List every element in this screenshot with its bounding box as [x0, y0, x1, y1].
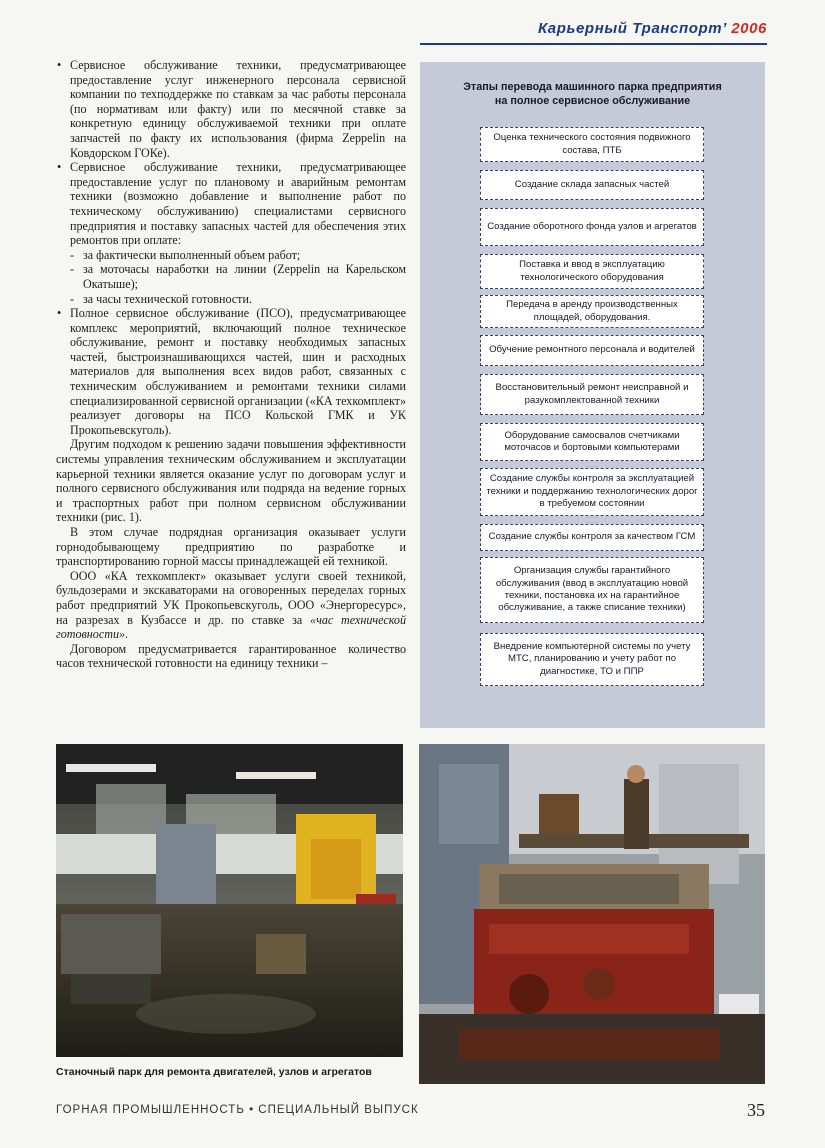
dash-item: [56, 292, 406, 307]
magazine-header: [538, 20, 767, 37]
paragraph: Другим подходом к решению задачи повышения эффективности системы управления техническим обслуживанием и эксплуатации карьерной техники является оказание услуг по договорам услуг и полного сервисного обслуживания или подряда на ведение горных и траспортных работ при полном сервисном обслуживании техники (рис. 1).: [56, 437, 406, 525]
footer-publication: ГОРНАЯ ПРОМЫШЛЕННОСТЬ • СПЕЦИАЛЬНЫЙ ВЫПУСК: [56, 1104, 419, 1116]
stage-box: Создание службы контроля за качеством ГСМ: [480, 524, 704, 551]
panel-title: [420, 80, 765, 108]
paragraph: В этом случае подрядная организация оказывает услуги горнодобывающему предприятию по разработке и транспортированию горной массы принадлежащей ей техникой.: [56, 525, 406, 569]
dash-item: [56, 262, 406, 291]
paragraph-text: ООО «КА техкомплект» оказывает услуги своей техникой, бульдозерами и экскаваторами на оговоренных переделах горных работ предприятий УК Прокопьевскуголь, ООО «Энергоресурс», на разрезах в Кузбассе и др. по ставке за: [56, 568, 406, 627]
workshop-photo: [56, 744, 403, 1057]
photo-caption: Станочный парк для ремонта двигателей, узлов и агрегатов: [56, 1066, 372, 1078]
bullet-item: [56, 58, 406, 160]
stage-box: Оборудование самосвалов счетчиками моточасов и бортовыми компьютерами: [480, 423, 704, 461]
paragraph-text-end: .: [125, 627, 129, 642]
stage-box: Создание службы контроля за эксплуатацией техники и поддержанию технологических дорог в требуемом состоянии: [480, 468, 704, 516]
header-year: 2006: [731, 20, 767, 37]
header-title: Карьерный Транспорт’: [537, 20, 727, 37]
paragraph: Договором предусматривается гарантированное количество часов технической готовности на единицу техники –: [56, 641, 406, 671]
bullet-item: [56, 306, 406, 437]
dash-text: за фактически выполненный объем работ;: [83, 247, 301, 262]
bullet-dot: •: [57, 306, 62, 321]
dash-text: за моточасы наработки на линии (Zeppelin на Карельском Окатыше);: [83, 262, 406, 291]
header-rule: [420, 43, 767, 45]
stage-box: Поставка и ввод в эксплуатацию технологического оборудования: [480, 254, 704, 289]
stage-box: Внедрение компьютерной системы по учету МТС, планированию и учету работ по диагностике, ТО и ППР: [480, 633, 704, 686]
engine-repair-photo: [419, 744, 765, 1084]
paragraph: [56, 569, 406, 642]
stages-panel: [420, 62, 765, 728]
dash-mark: -: [70, 262, 75, 277]
page-number: 35: [747, 1100, 765, 1120]
panel-title-line2: на полное сервисное обслуживание: [494, 95, 691, 107]
stage-box: Оценка технического состояния подвижного состава, ПТБ: [480, 127, 704, 162]
stage-box: Создание оборотного фонда узлов и агрегатов: [480, 208, 704, 246]
stage-box: Создание склада запасных частей: [480, 170, 704, 200]
stage-box: Передача в аренду производственных площадей, оборудования.: [480, 295, 704, 328]
article-text-column: [56, 58, 406, 671]
dash-mark: -: [70, 247, 75, 262]
bullet-text: Сервисное обслуживание техники, предусматривающее предоставление услуг инженерного персонала сервисной компании по техподдержке по ставкам за час работы персонала (по нормативам или факту) или по месячной ставке за конкретную единицу обслуживаемой техники при оплате запчастей по факту их использования (фирма Zeppelin на Ковдорском ГОКе).: [70, 58, 406, 160]
bullet-text: Полное сервисное обслуживание (ПСО), предусматривающее комплекс мероприятий, включающий полное техническое обслуживание, ремонт и поставку необходимых запасных частей, быстроизнашивающихся частей, шин и расходных материалов для выполнения всех видов работ, связанных с техническим обслуживанием и ремонтами техники силами специализированной сервисной организации («КА техкомплект» реализует договоры на ПСО Кольской ГМК и УК Прокопьевскуголь).: [70, 306, 406, 437]
bullet-text: Сервисное обслуживание техники, предусматривающее предоставление услуг по плановому и аварийным ремонтам техники (возможно добавление и выполнение работ по техническому обслуживанию) специалистами сервисного предприятия и поставку запасных частей для обеспечения этих ремонтов при оплате:: [70, 160, 406, 248]
italic-phrase: «час технической готовности»: [56, 612, 407, 642]
panel-title-line1: Этапы перевода машинного парка предприятия: [463, 81, 722, 93]
dash-item: [56, 248, 406, 263]
stage-box: Восстановительный ремонт неисправной и разукомплектованной техники: [480, 374, 704, 415]
bullet-dot: •: [57, 58, 62, 72]
bullet-dot: •: [57, 160, 62, 175]
dash-text: за часы технической готовности.: [83, 291, 252, 306]
dash-mark: -: [70, 291, 75, 306]
stage-box: Организация службы гарантийного обслуживания (ввод в эксплуатацию новой техники, постановка их на гарантийное обслуживание, а также списание техники): [480, 557, 704, 623]
stage-box: Обучение ремонтного персонала и водителей: [480, 335, 704, 366]
bullet-item: [56, 160, 406, 248]
